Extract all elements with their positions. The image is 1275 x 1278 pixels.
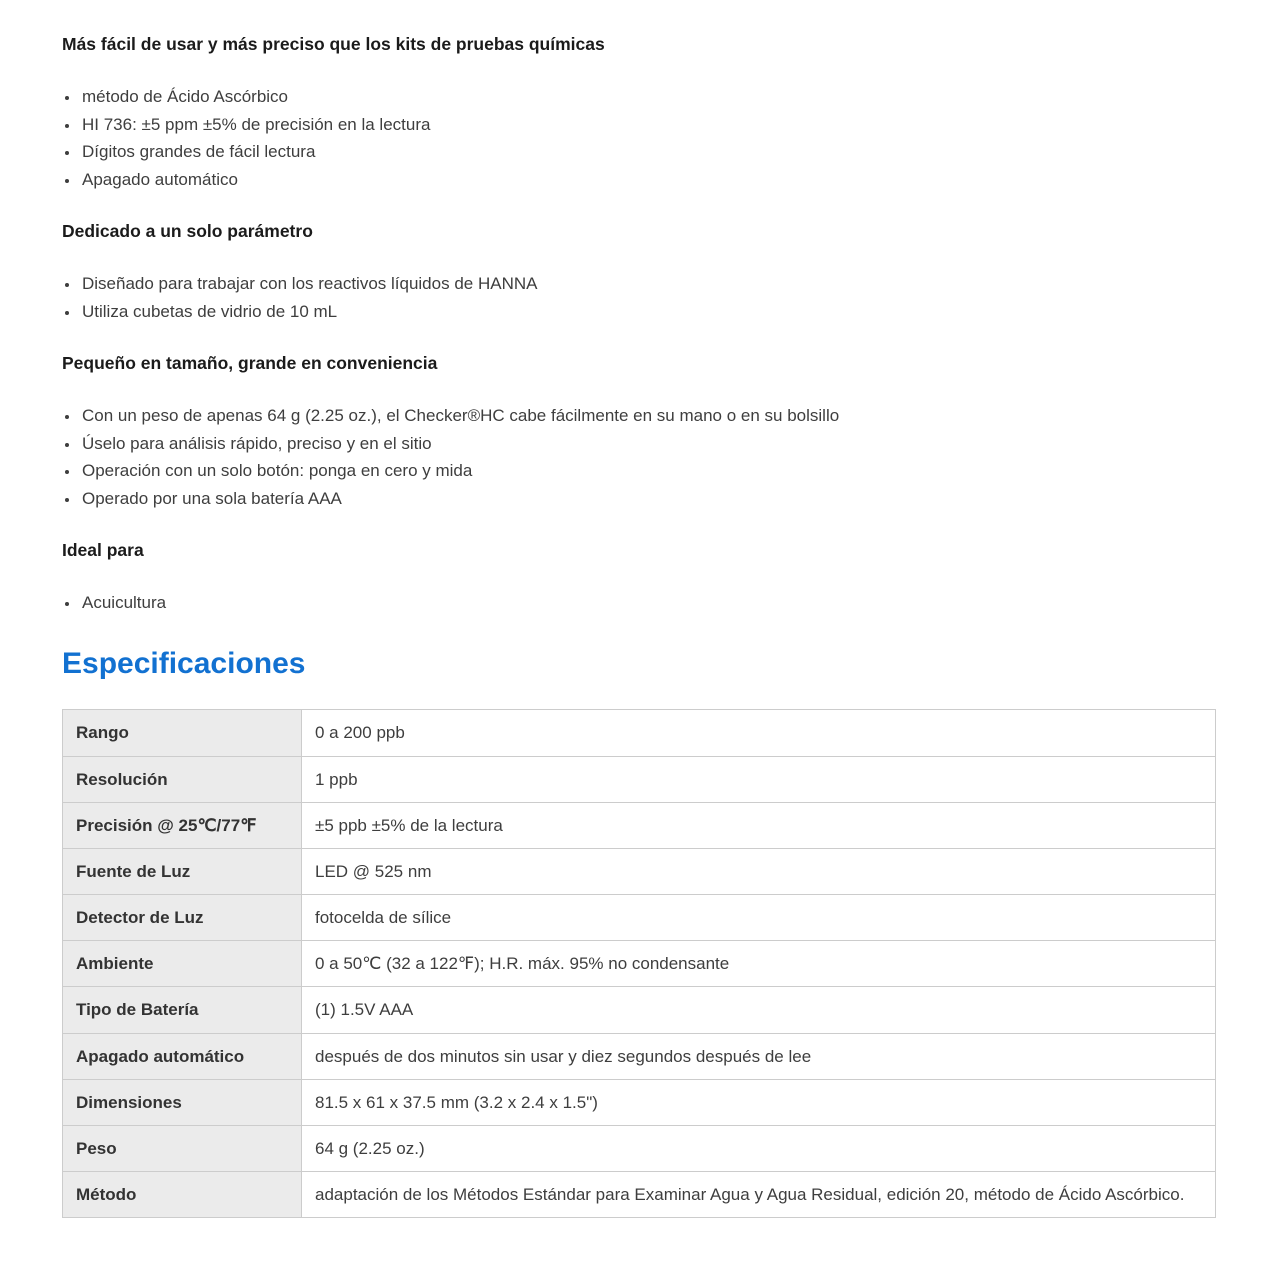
spec-value: 1 ppb (302, 756, 1216, 802)
spec-label: Peso (63, 1126, 302, 1172)
table-row-precision (63, 802, 1216, 848)
bullet-item: • Utiliza cubetas de vidrio de 10 mL (80, 298, 1216, 326)
table-row-tipo-de-bateria (63, 987, 1216, 1033)
table-row-peso (63, 1126, 1216, 1172)
spec-value: 64 g (2.25 oz.) (302, 1126, 1216, 1172)
bullet-item: • método de Ácido Ascórbico (80, 83, 1216, 111)
bullet-list-single-parameter (62, 270, 1216, 325)
section-heading-ease-of-use: Más fácil de usar y más preciso que los kits de pruebas químicas (62, 34, 605, 54)
spec-value: después de dos minutos sin usar y diez segundos después de lee (302, 1033, 1216, 1079)
table-row-dimensiones (63, 1079, 1216, 1125)
bullet-list-small-size (62, 402, 1216, 512)
bullet-item: • Dígitos grandes de fácil lectura (80, 138, 1216, 166)
bullet-item: • Con un peso de apenas 64 g (2.25 oz.), el Checker®HC cabe fácilmente en su mano o en su bolsillo (80, 402, 1216, 430)
section-heading-small-size: Pequeño en tamaño, grande en conveniencia (62, 353, 438, 374)
spec-value: (1) 1.5V AAA (302, 987, 1216, 1033)
spec-value: 0 a 200 ppb (302, 710, 1216, 756)
bullet-item: • Operación con un solo botón: ponga en cero y mida (80, 457, 1216, 485)
table-row-apagado-automatico (63, 1033, 1216, 1079)
bullet-list-ideal-for (62, 589, 1216, 617)
spec-label: Apagado automático (63, 1033, 302, 1079)
specifications-table (62, 709, 1216, 1218)
bullet-item: • Operado por una sola batería AAA (80, 485, 1216, 513)
table-row-ambiente (63, 941, 1216, 987)
spec-value: LED @ 525 nm (302, 848, 1216, 894)
table-row-metodo (63, 1172, 1216, 1218)
spec-label: Fuente de Luz (63, 848, 302, 894)
bullet-list-ease-of-use (62, 83, 1216, 193)
spec-label: Rango (63, 710, 302, 756)
spec-value: adaptación de los Métodos Estándar para Examinar Agua y Agua Residual, edición 20, método de Ácido Ascórbico. (302, 1172, 1216, 1218)
bullet-item: • Acuicultura (80, 589, 1216, 617)
table-row-detector-de-luz (63, 895, 1216, 941)
spec-label: Detector de Luz (63, 895, 302, 941)
spec-label: Resolución (63, 756, 302, 802)
spec-label: Ambiente (63, 941, 302, 987)
bullet-item: • HI 736: ±5 ppm ±5% de precisión en la lectura (80, 111, 1216, 139)
spec-value: 81.5 x 61 x 37.5 mm (3.2 x 2.4 x 1.5") (302, 1079, 1216, 1125)
table-row-rango (63, 710, 1216, 756)
spec-label: Método (63, 1172, 302, 1218)
specifications-title: Especificaciones (62, 646, 306, 680)
spec-value: ±5 ppb ±5% de la lectura (302, 802, 1216, 848)
spec-label: Tipo de Batería (63, 987, 302, 1033)
bullet-item: • Úselo para análisis rápido, preciso y en el sitio (80, 430, 1216, 458)
spec-value: 0 a 50℃ (32 a 122℉); H.R. máx. 95% no condensante (302, 941, 1216, 987)
table-row-resolucion (63, 756, 1216, 802)
spec-label: Dimensiones (63, 1079, 302, 1125)
section-heading-single-parameter: Dedicado a un solo parámetro (62, 221, 313, 242)
section-heading-ideal-for: Ideal para (62, 540, 144, 561)
spec-label: Precisión @ 25℃/77℉ (63, 802, 302, 848)
table-row-fuente-de-luz (63, 848, 1216, 894)
bullet-item: • Apagado automático (80, 166, 1216, 194)
bullet-item: • Diseñado para trabajar con los reactivos líquidos de HANNA (80, 270, 1216, 298)
spec-value: fotocelda de sílice (302, 895, 1216, 941)
